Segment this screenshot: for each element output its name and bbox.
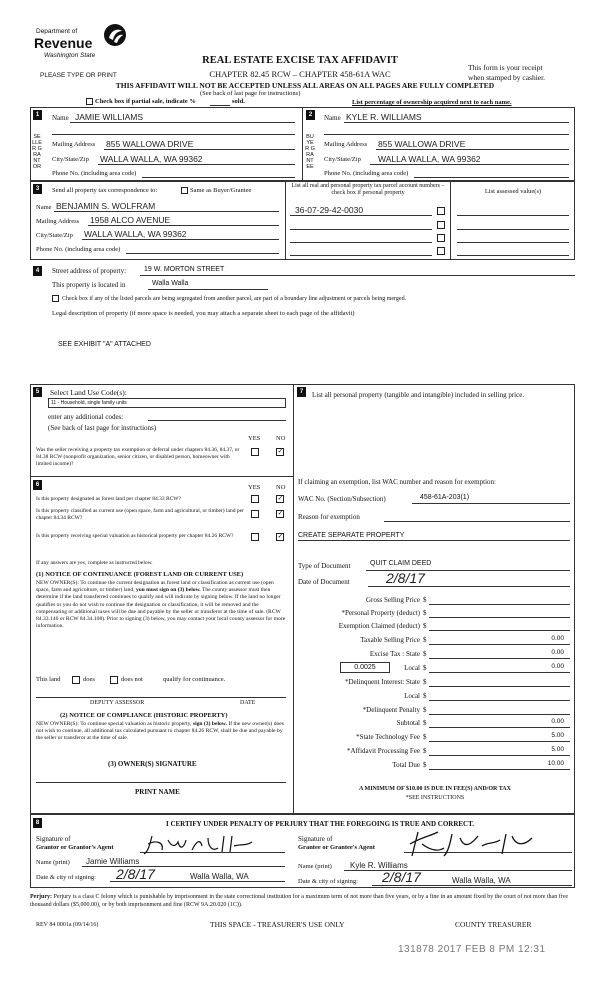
does-not-label: does not	[121, 676, 143, 683]
grantor-date-label: Date & city of signing:	[36, 874, 96, 881]
fee-label: Subtotal	[396, 719, 420, 727]
fee-label: *Delinquent Interest: State	[344, 678, 420, 686]
section-7-number: 7	[297, 387, 306, 397]
fee-value[interactable]: 0.00	[551, 718, 564, 725]
send-correspondence-label: Send all property tax correspondence to:	[52, 187, 158, 194]
parcel-personal-checkbox-3[interactable]	[437, 234, 445, 242]
minimum-note: A MINIMUM OF $10.00 IS DUE IN FEE(S) AND/OR TAX	[359, 786, 511, 792]
fee-dollar-sign: $	[423, 678, 427, 686]
fee-line	[429, 630, 570, 631]
section-1-number: 1	[33, 110, 42, 120]
grantee-signature-icon[interactable]	[408, 828, 538, 860]
print-name-label: PRINT NAME	[135, 788, 180, 796]
street-value[interactable]: 19 W. MORTON STREET	[144, 266, 225, 273]
fee-line	[429, 604, 570, 605]
s5-no-checkbox[interactable]	[276, 448, 284, 456]
same-as-buyer-checkbox[interactable]	[181, 187, 188, 194]
fee-label: *Delinquent Penalty	[362, 706, 420, 714]
seller-city-label: City/State/Zip	[52, 156, 89, 163]
s5-no-header: NO	[276, 435, 286, 442]
does-label: does	[83, 676, 95, 683]
fee-label: *Affidavit Processing Fee	[347, 747, 420, 755]
seller-side-label: SELLER GRANTOR	[32, 134, 42, 170]
seller-mailing-value[interactable]: 855 WALLOWA DRIVE	[106, 139, 194, 149]
grantee-city-value[interactable]: Walla Walla, WA	[452, 876, 511, 885]
seller-name-label: Name	[52, 114, 69, 122]
fee-line	[429, 727, 570, 728]
revenue-logo	[30, 22, 130, 70]
grantee-date-value[interactable]: 2/8/17	[382, 869, 421, 885]
grantor-sig-label-2: Grantor or Grantor's Agent	[36, 844, 114, 851]
grantor-city-value[interactable]: Walla Walla, WA	[190, 872, 249, 881]
notice2-body	[36, 721, 286, 743]
fee-label: Total Due	[392, 761, 420, 769]
local-rate-value: 0.0025	[354, 664, 376, 671]
notice1-title: (1) NOTICE OF CONTINUANCE (FOREST LAND OR CURRENT USE)	[36, 571, 244, 578]
pct-ownership-label: List percentage of ownership acquired next to each name.	[352, 99, 512, 106]
parcel-personal-checkbox-1[interactable]	[437, 207, 445, 215]
section-8-number: 8	[33, 818, 42, 828]
section-3-number: 3	[33, 184, 42, 194]
parcel-header: List all real and personal property tax parcel account numbers – check box if personal property	[291, 183, 445, 196]
section-2-number: 2	[306, 110, 315, 120]
partial-sale-label: Check box if partial sale, indicate %	[95, 98, 196, 105]
doc-date-label: Date of Document	[298, 578, 350, 586]
fee-dollar-sign: $	[423, 636, 427, 644]
fee-value[interactable]: 0.00	[551, 635, 564, 642]
corr-city-label: City/State/Zip	[36, 232, 73, 239]
fee-dollar-sign: $	[423, 761, 427, 769]
doc-type-label: Type of Document	[298, 562, 351, 570]
grantee-name-label: Name (print)	[298, 863, 332, 870]
grantor-signature-icon[interactable]	[142, 832, 262, 858]
assessed-header: List assessed value(s)	[484, 188, 542, 195]
dept-line1: Department of	[36, 28, 78, 35]
section-6-number: 6	[33, 480, 42, 490]
exemption-question: Was the seller receiving a property tax exemption or deferral under chapters 84.36, 84.37, or 84.38 RCW (nonprofit organization, senior citizen, or disabled person, homeowner with limited income)?	[36, 447, 240, 467]
fee-dollar-sign: $	[423, 596, 427, 604]
doc-type-value[interactable]: QUIT CLAIM DEED	[370, 560, 432, 567]
grantor-name-value[interactable]: Jamie Williams	[86, 857, 140, 866]
form-number: REV 84 0001a (09/14/16)	[36, 922, 99, 928]
fee-label: Local	[404, 664, 420, 672]
s6-no-header: NO	[276, 484, 286, 491]
s5-yes-checkbox[interactable]	[251, 448, 259, 456]
fee-line	[429, 700, 570, 701]
warning-text: THIS AFFIDAVIT WILL NOT BE ACCEPTED UNLESS ALL AREAS ON ALL PAGES ARE FULLY COMPLETED	[115, 81, 495, 90]
fee-dollar-sign: $	[423, 609, 427, 617]
perjury-bold: Perjury:	[30, 894, 52, 900]
if-yes-note: If any answers are yes, complete as instructed below.	[36, 560, 153, 566]
legal-label: Legal description of property (if more space is needed, you may attach a separate sheet to each page of the affidavit)	[52, 310, 355, 317]
fee-dollar-sign: $	[423, 622, 427, 630]
qualify-label: qualify for continuance.	[163, 676, 226, 683]
fee-line	[429, 644, 570, 645]
grantee-date-label: Date & city of signing:	[298, 878, 358, 885]
forest-yes-checkbox[interactable]	[251, 495, 259, 503]
reason-label: Reason for exemption	[298, 513, 360, 521]
fee-label: Gross Selling Price	[365, 596, 420, 604]
fee-label: *Personal Property (deduct)	[341, 609, 420, 617]
exhibit-value[interactable]: SEE EXHIBIT "A" ATTACHED	[58, 341, 151, 348]
receipt-note-1: This form is your receipt	[468, 63, 543, 72]
deputy-label: DEPUTY ASSESSOR	[90, 700, 145, 706]
corr-phone-label: Phone No. (including area code)	[36, 246, 121, 253]
located-value[interactable]: Walla Walla	[152, 280, 189, 287]
fee-line	[429, 672, 570, 673]
fee-dollar-sign: $	[423, 706, 427, 714]
date-label: DATE	[240, 700, 256, 706]
buyer-mailing-value[interactable]: 855 WALLOWA DRIVE	[378, 139, 466, 149]
historic-question: Is this property receiving special valuation as historical property per chapter 84.26 RCW?	[36, 533, 234, 539]
seller-city-value[interactable]: WALLA WALLA, WA 99362	[100, 154, 203, 164]
same-as-buyer-label: Same as Buyer/Grantee	[190, 187, 252, 194]
grantor-sig-label-1: Signature of	[36, 835, 71, 843]
located-label: This property is located in	[52, 281, 126, 289]
corr-mailing-label: Mailing Address	[36, 218, 80, 225]
reason-value[interactable]: CREATE SEPARATE PROPERTY	[298, 532, 405, 539]
this-land-label: This land	[36, 676, 61, 683]
fee-line	[429, 755, 570, 756]
land-use-value: 11 - Household, single family units	[51, 400, 127, 406]
fee-dollar-sign: $	[423, 719, 427, 727]
fee-dollar-sign: $	[423, 733, 427, 741]
personal-property-label: List all personal property (tangible and intangible) included in selling price.	[312, 391, 525, 399]
s6-yes-header: YES	[248, 484, 261, 491]
forest-question: Is this property designated as forest land per chapter 84.33 RCW?	[36, 496, 181, 502]
notice1-p2: The county assessor must then determine if the land transferred continues to qualify and will indicate by signing below. If the land no longer qualifies or you do not wish to continue the designation or classification, it will be removed and the compensating or additional taxes will be due and payable by the seller or transferor at the time of sale. (RCW 84.33.140 or RCW 84.34.108). Prior to signing (3) below, you may contact your local county assessor for more information.	[36, 587, 286, 630]
historic-yes-checkbox[interactable]	[251, 533, 259, 541]
current-use-question: Is this property classified as current use (open space, farm and agricultural, or timber) land per chapter 84.34 RCW?	[36, 508, 244, 521]
parcel-personal-checkbox-2[interactable]	[437, 221, 445, 229]
seller-phone-label: Phone No. (including area code)	[52, 170, 137, 177]
fee-value[interactable]: 10.00	[547, 760, 564, 767]
perjury-notice	[30, 893, 578, 909]
partial-sale-pct[interactable]	[210, 105, 230, 106]
notice2-p2: If the new owner(s) does not wish to continue, all additional tax calculated pursuant to chapter 84.26 RCW, shall be due and payable by the seller or transferor at the time of sale.	[36, 721, 284, 742]
see-back-label: (See back of last page for instructions)	[48, 424, 157, 432]
owner-signature-label: (3) OWNER(S) SIGNATURE	[108, 760, 197, 768]
s5-yes-header: YES	[248, 435, 261, 442]
exemption-claim-label: If claiming an exemption, list WAC number and reason for exemption:	[298, 478, 496, 486]
fee-line	[429, 714, 570, 715]
notice2-bold: sign (3) below.	[192, 721, 227, 727]
corr-city-value[interactable]: WALLA WALLA, WA 99362	[84, 229, 187, 239]
sold-label: sold.	[232, 98, 245, 105]
fee-dollar-sign: $	[423, 692, 427, 700]
parcel-personal-checkbox-4[interactable]	[437, 247, 445, 255]
historic-no-checkbox[interactable]	[276, 533, 284, 541]
corr-name-value[interactable]: BENJAMIN S. WOLFRAM	[56, 201, 156, 211]
print-note: PLEASE TYPE OR PRINT	[40, 72, 117, 79]
county-treasurer: COUNTY TREASURER	[455, 920, 532, 929]
segregated-checkbox[interactable]	[52, 295, 59, 302]
doc-date-value[interactable]: 2/8/17	[386, 570, 425, 586]
grantor-name-label: Name (print)	[36, 859, 70, 866]
form-subtitle: CHAPTER 82.45 RCW – CHAPTER 458-61A WAC	[209, 69, 391, 79]
fee-label: *State Technology Fee	[356, 733, 420, 741]
seller-name-value[interactable]: JAMIE WILLIAMS	[75, 112, 144, 122]
fee-line	[429, 769, 570, 770]
does-not-checkbox[interactable]	[110, 676, 118, 684]
fee-dollar-sign: $	[423, 664, 427, 672]
grantor-date-value[interactable]: 2/8/17	[116, 866, 155, 882]
fee-label: Local	[404, 692, 420, 700]
notice1-bold: you must sign on (3) below.	[136, 587, 201, 594]
dept-state: Washington State	[44, 52, 96, 59]
fee-dollar-sign: $	[423, 747, 427, 755]
buyer-city-label: City/State/Zip	[324, 156, 361, 163]
fee-label: Excise Tax : State	[369, 650, 420, 658]
notice1-body	[36, 580, 286, 630]
buyer-side-label: BUYER GRANTEE	[305, 134, 315, 170]
buyer-name-value[interactable]: KYLE R. WILLIAMS	[346, 112, 422, 122]
back-note: (See back of last page for instructions)	[200, 90, 301, 97]
notice2-p1: NEW OWNER(S): To continue special valuation as historic property,	[36, 721, 192, 727]
grantee-sig-label-2: Grantee or Grantee's Agent	[298, 844, 375, 851]
fee-line	[429, 658, 570, 659]
notice1-p1: NEW OWNER(S): To continue the current designation as forest land or classification as current use (open space, farm and agriculture, or timber) land,	[36, 580, 274, 594]
fee-value[interactable]: 0.00	[551, 663, 564, 670]
treasurer-space: THIS SPACE - TREASURER'S USE ONLY	[210, 920, 345, 929]
certify-statement: I CERTIFY UNDER PENALTY OF PERJURY THAT THE FOREGOING IS TRUE AND CORRECT.	[165, 820, 474, 828]
fee-line	[429, 617, 570, 618]
street-label: Street address of property:	[52, 267, 127, 275]
wac-label: WAC No. (Section/Subsection)	[298, 495, 386, 503]
partial-sale-checkbox[interactable]	[86, 98, 93, 105]
perjury-text: Perjury is a class C felony which is punishable by imprisonment in the state correctional institution for a maximum term of not more than five years, or by a fine in an amount fixed by the court of not more than five thousand dollars ($5,000.00), or by both imprisonment and fine (RCW 9A.20.020 (1C)).	[30, 894, 569, 908]
does-checkbox[interactable]	[72, 676, 80, 684]
section-4-number: 4	[33, 266, 42, 276]
revenue-emblem-icon	[102, 22, 128, 48]
segregated-label: Check box if any of the listed parcels are being segregated from another parcel, are part of a boundary line adjustment or parcels being merged.	[62, 296, 407, 302]
see-instructions-note: *SEE INSTRUCTIONS	[405, 795, 465, 801]
fee-value[interactable]: 0.00	[551, 649, 564, 656]
wac-value[interactable]: 458-61A-203(1)	[420, 494, 470, 501]
buyer-city-value[interactable]: WALLA WALLA, WA 99362	[378, 154, 481, 164]
fee-line	[429, 686, 570, 687]
form-title: REAL ESTATE EXCISE TAX AFFIDAVIT	[202, 55, 398, 66]
buyer-name-label: Name	[324, 114, 341, 122]
local-rate-box[interactable]	[340, 662, 390, 673]
buyer-mailing-label: Mailing Address	[324, 141, 368, 148]
fee-value[interactable]: 5.00	[551, 732, 564, 739]
land-use-label: Select Land Use Code(s):	[50, 388, 127, 397]
receipt-note-2: when stamped by cashier.	[468, 73, 546, 82]
corr-name-label: Name	[36, 204, 52, 211]
fee-label: Exemption Claimed (deduct)	[338, 622, 420, 630]
buyer-phone-label: Phone No. (including area code)	[324, 170, 409, 177]
current-use-yes-checkbox[interactable]	[251, 510, 259, 518]
fee-value[interactable]: 5.00	[551, 746, 564, 753]
recording-stamp: 131878 2017 FEB 8 PM 12:31	[398, 944, 546, 955]
forest-no-checkbox[interactable]	[276, 495, 284, 503]
fee-dollar-sign: $	[423, 650, 427, 658]
land-use-select[interactable]	[48, 398, 286, 408]
current-use-no-checkbox[interactable]	[276, 510, 284, 518]
notice2-title: (2) NOTICE OF COMPLIANCE (HISTORIC PROPERTY)	[60, 712, 228, 719]
section-5-number: 5	[33, 387, 42, 397]
parcel-value[interactable]: 36-07-29-42-0030	[295, 205, 364, 215]
grantee-name-value[interactable]: Kyle R. Williams	[350, 861, 408, 870]
fee-label: Taxable Selling Price	[360, 636, 420, 644]
additional-codes-label: enter any additional codes:	[48, 413, 124, 421]
corr-mailing-value[interactable]: 1958 ALCO AVENUE	[90, 215, 171, 225]
seller-mailing-label: Mailing Address	[52, 141, 96, 148]
fee-line	[429, 741, 570, 742]
grantee-sig-label-1: Signature of	[298, 835, 333, 843]
dept-revenue: Revenue	[34, 35, 93, 51]
